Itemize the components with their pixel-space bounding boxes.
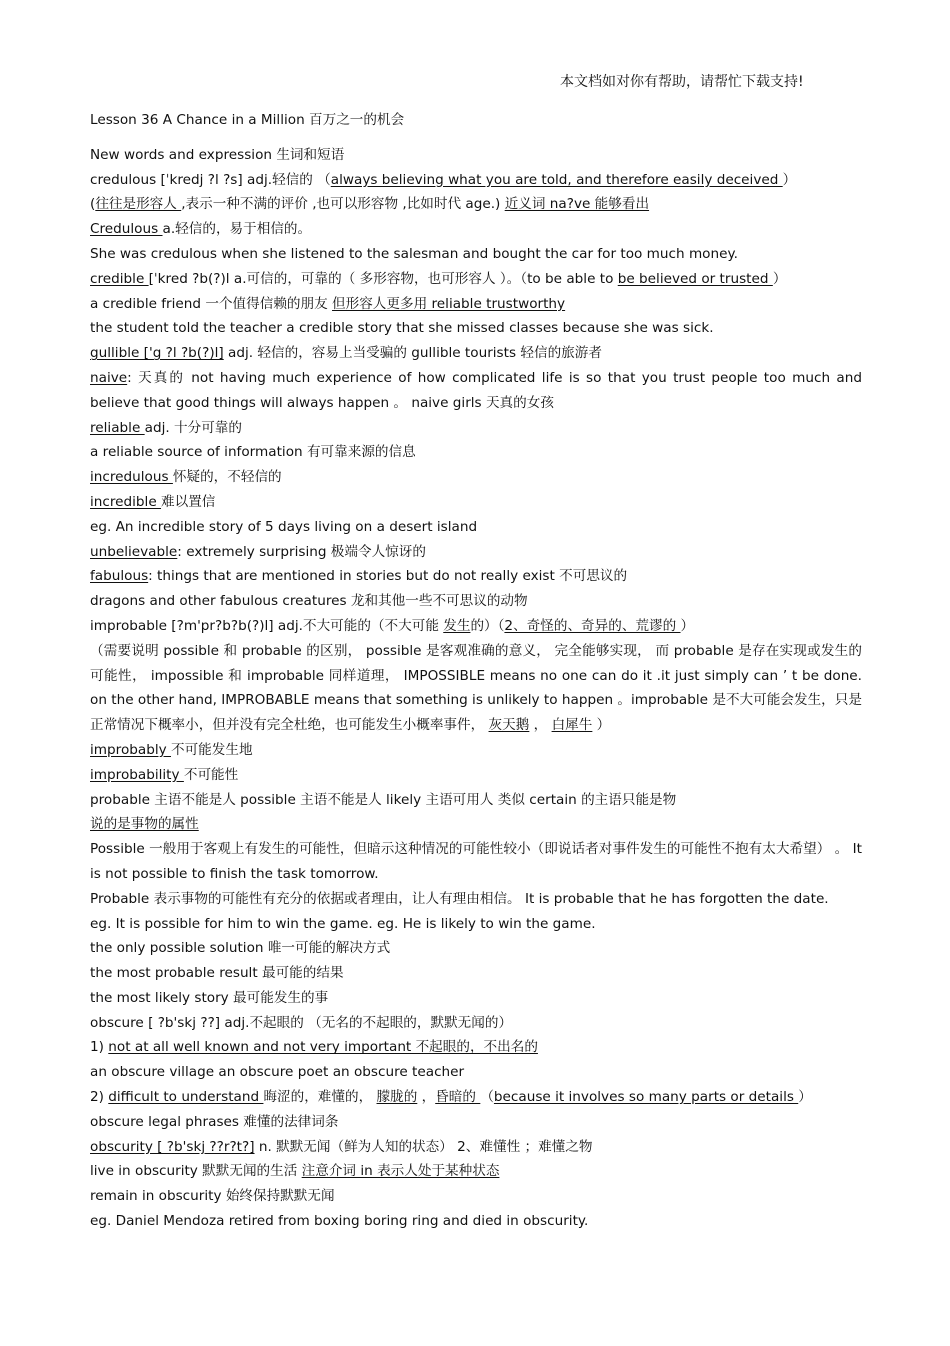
text-line [90,540,862,565]
text-line [90,788,862,813]
text-line [90,1159,862,1184]
text-segment: ） [772,270,787,287]
text-segment: : 天真的 not having much experience of how complicated life is so that you trust people too much and believe that good things will always happen 。 naive girls 天真的女孩 [90,369,862,411]
underlined-text: 但形容人更多用 reliable trustworthy [332,295,566,312]
underlined-text: reliable [90,419,145,436]
text-line [90,738,862,763]
text-line [90,490,862,515]
text-segment: 晦涩的，难懂的， [263,1089,377,1106]
text-segment: eg. An incredible story of 5 days living on a desert island [90,518,478,535]
text-line [90,961,862,986]
text-line [90,639,862,738]
text-segment: 难以置信 [161,493,216,510]
text-line [90,108,862,133]
text-segment: the student told the teacher a credible story that she missed classes because she was sick. [90,320,714,337]
text-segment: （ [480,1089,494,1106]
text-segment: a credible friend 一个值得信赖的朋友 [90,295,333,312]
underlined-text: always believing what you are told, and therefore easily deceived [330,171,783,188]
text-segment: She was credulous when she listened to the salesman and bought the car for too much money. [90,245,738,262]
text-segment: improbable [?m'pr?b?b(?)l] adj.不大可能的（不大可能 [90,617,444,634]
text-segment: Lesson 36 A Chance in a Million 百万之一的机会 [90,112,405,128]
text-segment: the most probable result 最可能的结果 [90,965,344,982]
text-segment: the most likely story 最可能发生的事 [90,989,329,1006]
text-segment: eg. Daniel Mendoza retired from boxing boring ring and died in obscurity. [90,1213,589,1230]
text-line [90,192,862,217]
underlined-text: 近义词 na?ve 能够看出 [504,196,650,213]
text-line [90,589,862,614]
text-segment: : things that are mentioned in stories but do not really exist 不可思议的 [148,568,628,585]
text-line [90,986,862,1011]
text-segment: dragons and other fabulous creatures 龙和其他一些不可思议的动物 [90,593,528,610]
underlined-text: unbelievable [90,543,178,560]
text-line [90,936,862,961]
text-line [90,1209,862,1234]
text-line [90,366,862,416]
text-segment: 2) [90,1089,109,1106]
underlined-text: 往往是形容人 [95,196,182,213]
text-segment: the only possible solution 唯一可能的解决方式 [90,940,391,957]
text-line [90,341,862,366]
text-segment: live in obscurity 默默无闻的生活 [90,1163,302,1180]
underlined-text: improbability [90,766,184,783]
text-segment: （需要说明 possible 和 probable 的区别， possible 是客观准确的意义， 完全能够实现， 而 probable 是存在实现或发生的可能性， impossible 和 improbable 同样道理， IMPOSSIBLE means no one can do it .it just simply can ’ t be done. on the other hand, IMPROBABLE means that something is unlikely to happen 。improbable 是不大可能会发生，只是正常情况下概率小，但并没有完全杜绝，也可能发生小概率事件， [90,642,862,734]
text-segment: Probable 表示事物的可能性有充分的依据或者理由，让人有理由相信。 It is probable that he has forgotten the date. [90,890,829,907]
text-line [90,1135,862,1160]
text-line [90,1184,862,1209]
text-line [90,1035,862,1060]
underlined-text: incredulous [90,469,173,486]
underlined-text: Credulous [90,221,163,238]
text-segment: ， [529,717,552,734]
text-segment: New words and expression 生词和短语 [90,146,345,163]
text-segment: an obscure village an obscure poet an obscure teacher [90,1064,465,1081]
text-line [90,1110,862,1135]
document-body [90,108,862,1234]
text-segment: 1) [90,1039,109,1056]
text-line [90,217,862,242]
underlined-text: improbably [90,741,171,758]
underlined-text: 2、奇怪的、奇异的、荒谬的 [504,617,681,634]
underlined-text: because it involves so many parts or details [493,1089,799,1106]
underlined-text: naive [90,369,128,386]
text-segment: obscure [ ?b'skj ??] adj.不起眼的 （无名的不起眼的，默默无闻的） [90,1014,513,1031]
text-segment: remain in obscurity 始终保持默默无闻 [90,1188,335,1205]
underlined-text: not at all well known and not very important 不起眼的，不出名的 [108,1039,538,1056]
text-line [90,912,862,937]
text-segment: a reliable source of information 有可靠来源的信息 [90,444,416,461]
text-line [90,515,862,540]
text-line [90,887,862,912]
text-line [90,267,862,292]
text-segment: ） [782,171,797,188]
text-segment: adj. 轻信的，容易上当受骗的 gullible tourists 轻信的旅游者 [223,345,602,362]
text-line [90,416,862,441]
underlined-text: incredible [90,493,162,510]
underlined-text: 说的是事物的属性 [90,816,199,833]
text-line [90,316,862,341]
text-line [90,812,862,837]
underlined-text: credible [90,270,149,287]
underlined-text: 昏暗的 [435,1089,481,1106]
underlined-text: 朦胧的 [376,1089,418,1106]
text-line [90,143,862,168]
text-line [90,465,862,490]
text-segment: a.轻信的，易于相信的。 [162,221,312,238]
text-segment: adj. 十分可靠的 [144,419,242,436]
text-segment: [ˈkred ?b(?)l a.可信的，可靠的（ 多形容物，也可形容人 ）。（to be able to [148,270,618,287]
underlined-text: obscurity [ ?b'skj ??r?t?] [90,1138,255,1155]
underlined-text: 发生 [443,617,471,634]
text-segment: Possible 一般用于客观上有发生的可能性，但暗示这种情况的可能性较小（即说话者对事件发生的可能性不抱有太大希望） 。 It is not possible to finish the task tomorrow. [90,841,862,882]
text-segment: ,表示一种不满的评价 ,也可以形容物 ,比如时代 age.) [181,196,505,213]
underlined-text: 灰天鹅 [488,717,530,734]
text-segment: 怀疑的，不轻信的 [172,469,282,486]
text-segment: credulous [ˈkredj ?l ?s] adj.轻信的 （ [90,171,331,188]
underlined-text: 注意介词 in 表示人处于某种状态 [301,1163,500,1180]
underlined-text: difficult to understand [108,1089,264,1106]
underlined-text: gullible ['g ?l ?b(?)l] [90,345,224,362]
text-segment: ( [90,196,96,213]
text-line [90,1085,862,1110]
text-line [90,440,862,465]
text-segment: : extremely surprising 极端令人惊讶的 [177,543,426,560]
text-segment: ） [798,1089,812,1106]
header-note: 本文档如对你有帮助，请帮忙下载支持! [560,74,804,90]
text-segment: ） [592,717,611,734]
text-segment: ， [417,1089,436,1106]
underlined-text: fabulous [90,568,149,585]
text-line [90,168,862,193]
text-line [90,1060,862,1085]
text-segment: obscure legal phrases 难懂的法律词条 [90,1113,339,1130]
underlined-text: be believed or trusted [617,270,773,287]
text-segment: 的）（ [470,617,505,634]
underlined-text: 白犀牛 [551,717,593,734]
text-segment: n. 默默无闻（鲜为人知的状态） 2、难懂性 ；难懂之物 [254,1138,593,1155]
text-segment: probable 主语不能是人 possible 主语不能是人 likely 主语可用人 类似 certain 的主语只能是物 [90,791,677,808]
text-line [90,242,862,267]
text-line [90,614,862,639]
text-segment: 不可能发生地 [171,741,253,758]
text-line [90,837,862,887]
text-line [90,292,862,317]
text-line [90,564,862,589]
text-segment: 不可能性 [183,766,239,783]
text-segment: ） [680,617,695,634]
text-line [90,763,862,788]
text-line [90,1011,862,1036]
text-segment: eg. It is possible for him to win the game. eg. He is likely to win the game. [90,915,596,932]
